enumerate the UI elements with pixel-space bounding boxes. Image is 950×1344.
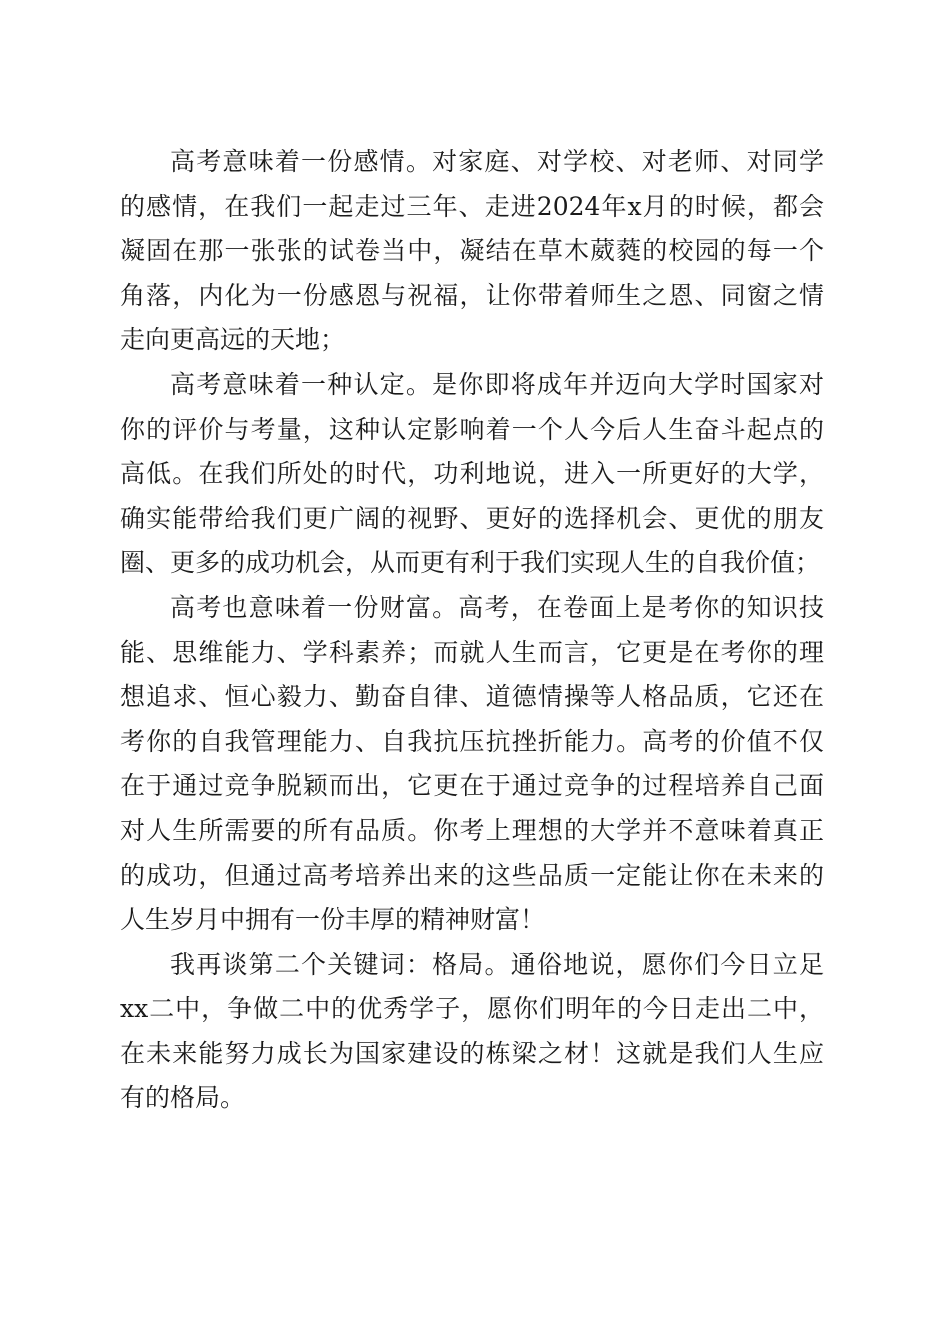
paragraph-line: 角落，内化为一份感恩与祝福，让你带着师生之恩、同窗之情 <box>120 280 824 310</box>
paragraph-line: 人生岁月中拥有一份丰厚的精神财富！ <box>120 905 546 935</box>
paragraph-line: 高考意味着一种认定。是你即将成年并迈向大学时国家对 <box>170 369 824 399</box>
paragraph-line: 在未来能努力成长为国家建设的栋梁之材！这就是我们人生应 <box>120 1038 824 1068</box>
paragraph-line: 我再谈第二个关键词：格局。通俗地说，愿你们今日立足 <box>170 949 824 979</box>
paragraph-line: 你的评价与考量，这种认定影响着一个人今后人生奋斗起点的 <box>120 414 824 444</box>
paragraph-line: xx二中，争做二中的优秀学子，愿你们明年的今日走出二中， <box>120 994 824 1024</box>
paragraph-line: 走向更高远的天地； <box>120 325 346 355</box>
paragraph-line: 能、思维能力、学科素养；而就人生而言，它更是在考你的理 <box>120 637 824 667</box>
paragraph-vision <box>120 943 824 1121</box>
paragraph-line: 高考也意味着一份财富。高考，在卷面上是考你的知识技 <box>170 592 824 622</box>
paragraph-line: 的感情，在我们一起走过三年、走进2024年x月的时候，都会 <box>120 191 824 221</box>
paragraph-wealth <box>120 586 824 943</box>
paragraph-line: 确实能带给我们更广阔的视野、更好的选择机会、更优的朋友 <box>120 503 824 533</box>
paragraph-recognition <box>120 363 824 586</box>
paragraph-line: 考你的自我管理能力、自我抗压抗挫折能力。高考的价值不仅 <box>120 726 824 756</box>
paragraph-line: 有的格局。 <box>120 1083 246 1113</box>
paragraph-line: 高考意味着一份感情。对家庭、对学校、对老师、对同学 <box>170 147 824 176</box>
paragraph-line: 想追求、恒心毅力、勤奋自律、道德情操等人格品质，它还在 <box>120 682 824 712</box>
paragraph-line: 在于通过竞争脱颖而出，它更在于通过竞争的过程培养自己面 <box>120 771 824 801</box>
document-body <box>120 140 824 1121</box>
paragraph-emotion <box>120 140 824 363</box>
paragraph-line: 凝固在那一张张的试卷当中，凝结在草木葳蕤的校园的每一个 <box>120 236 824 266</box>
paragraph-line: 对人生所需要的所有品质。你考上理想的大学并不意味着真正 <box>120 815 824 845</box>
paragraph-line: 圈、更多的成功机会，从而更有利于我们实现人生的自我价值； <box>120 548 821 578</box>
paragraph-line: 高低。在我们所处的时代，功利地说，进入一所更好的大学， <box>120 459 824 489</box>
paragraph-line: 的成功，但通过高考培养出来的这些品质一定能让你在未来的 <box>120 860 824 890</box>
